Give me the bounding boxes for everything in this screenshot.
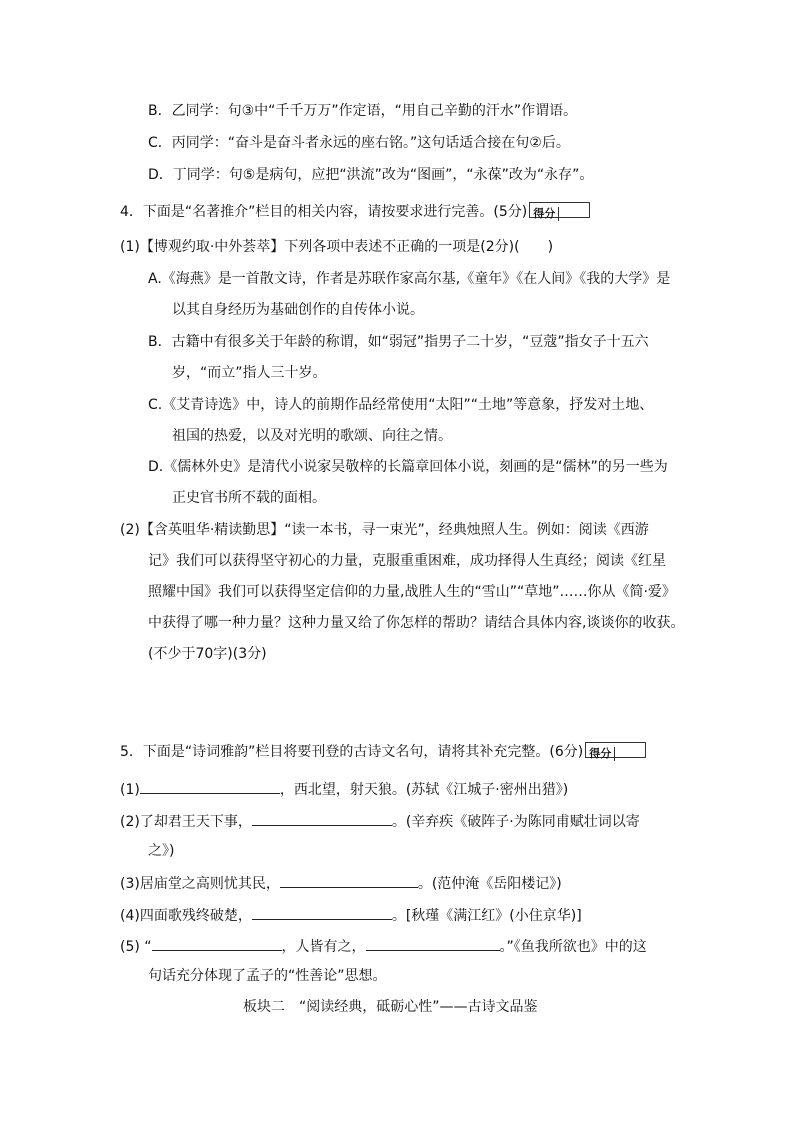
q5-item-4-suffix: 。[秋瑾《满江红》(小住京华)] [391,908,582,924]
q5-item-5-cont: 句话充分体现了孟子的“性善论”思想。 [148,968,387,984]
q4-sub1-option-d: D.《儒林外史》是清代小说家吴敬梓的长篇章回体小说，刻画的是“儒林”的另一些为 [148,459,668,475]
q5-item-2-blank[interactable] [252,811,392,826]
q4-sub2-line1: (2)【含英咀华·精读勤思】“读一本书，寻一束光”，经典烛照人生。例如：阅读《西游 [120,522,649,538]
q5-title [120,743,646,761]
q5-item-5 [120,936,647,956]
q4-sub1-option-a-cont: 以其自身经历为基础创作的自传体小说。 [172,302,424,318]
q5-item-5-middle: ，人皆有之， [281,939,366,955]
q5-item-2-cont: 之》) [148,843,175,859]
q5-item-3-prefix: (3)居庙堂之高则忧其民， [120,876,280,892]
q5-item-4 [120,905,582,925]
q5-item-2-suffix: 。(辛弃疾《破阵子·为陈同甫赋壮词以寄 [391,814,640,830]
q5-item-5-blank-2[interactable] [366,936,500,951]
q5-item-2 [120,811,640,831]
q4-score-field[interactable] [559,203,589,217]
q4-score-label: 得分 [530,207,559,221]
q5-item-1-blank[interactable] [140,779,280,794]
q4-title [120,203,590,221]
q5-score-field[interactable] [615,743,645,757]
q5-item-2-prefix: (2)了却君王天下事， [120,814,252,830]
section-heading: 板块二 “阅读经典，砥砺心性”——古诗文品鉴 [243,999,538,1015]
q5-item-1 [120,779,568,799]
q5-item-5-blank-1[interactable] [152,936,282,951]
q5-item-3-suffix: 。(范仲淹《岳阳楼记》) [417,876,562,892]
q4-title-text: 4．下面是“名著推介”栏目的相关内容，请按要求进行完善。(5分) [120,204,528,220]
q5-item-3 [120,873,562,893]
q5-item-5-suffix: 。”《鱼我所欲也》中的这 [499,939,647,955]
q5-score-box [585,742,646,758]
q5-item-1-suffix: ，西北望，射天狼。(苏轼《江城子·密州出猎》) [279,782,569,798]
q5-title-text: 5．下面是“诗词雅韵”栏目将要刊登的古诗文名句，请将其补充完整。(6分) [120,744,584,760]
q4-sub2-line5: (不少于70字)(3分) [148,646,267,662]
q4-sub1-option-c: C.《艾青诗选》中，诗人的前期作品经常使用“太阳”“土地”等意象，抒发对土地、 [148,397,654,413]
q5-item-4-blank[interactable] [252,905,392,920]
q3-option-b: B．乙同学：句③中“千千万万”作定语，“用自己辛勤的汗水”作谓语。 [148,103,578,119]
q3-option-d: D．丁同学：句⑤是病句，应把“洪流”改为“图画”，“永葆”改为“永存”。 [148,167,594,183]
q5-item-4-prefix: (4)四面歌残终破楚， [120,908,252,924]
q5-score-label: 得分 [586,747,615,761]
q4-sub2-line3: 照耀中国》我们可以获得坚定信仰的力量,战胜人生的“雪山”“草地”……你从《简·爱》 [148,584,676,600]
q4-sub1-option-d-cont: 正史官书所不载的面相。 [172,490,326,506]
q4-sub2-line2: 记》我们可以获得坚守初心的力量，克服重重困难，成功择得人生真经；阅读《红星 [148,553,666,569]
q4-sub1-option-c-cont: 祖国的热爱，以及对光明的歌颂、向往之情。 [172,428,452,444]
q4-sub1-stem: (1)【博观约取·中外荟萃】下列各项中表述不正确的一项是(2分)( ) [120,239,554,255]
q4-sub1-option-b: B．古籍中有很多关于年龄的称谓，如“弱冠”指男子二十岁，“豆蔻”指女子十五六 [148,334,649,350]
q4-sub2-line4: 中获得了哪一种力量？这种力量又给了你怎样的帮助？请结合具体内容,谈谈你的收获。 [148,615,685,631]
q5-item-3-blank[interactable] [280,873,418,888]
q4-sub1-option-b-cont: 岁，“而立”指人三十岁。 [172,365,327,381]
q3-option-c: C．丙同学：“奋斗是奋斗者永远的座右铭。”这句话适合接在句②后。 [148,135,570,151]
q4-sub1-option-a: A.《海燕》是一首散文诗，作者是苏联作家高尔基,《童年》《在人间》《我的大学》是 [148,271,671,287]
q5-item-1-prefix: (1) [120,782,140,798]
q4-score-box [529,202,590,218]
q5-item-5-prefix: (5) “ [120,939,152,955]
